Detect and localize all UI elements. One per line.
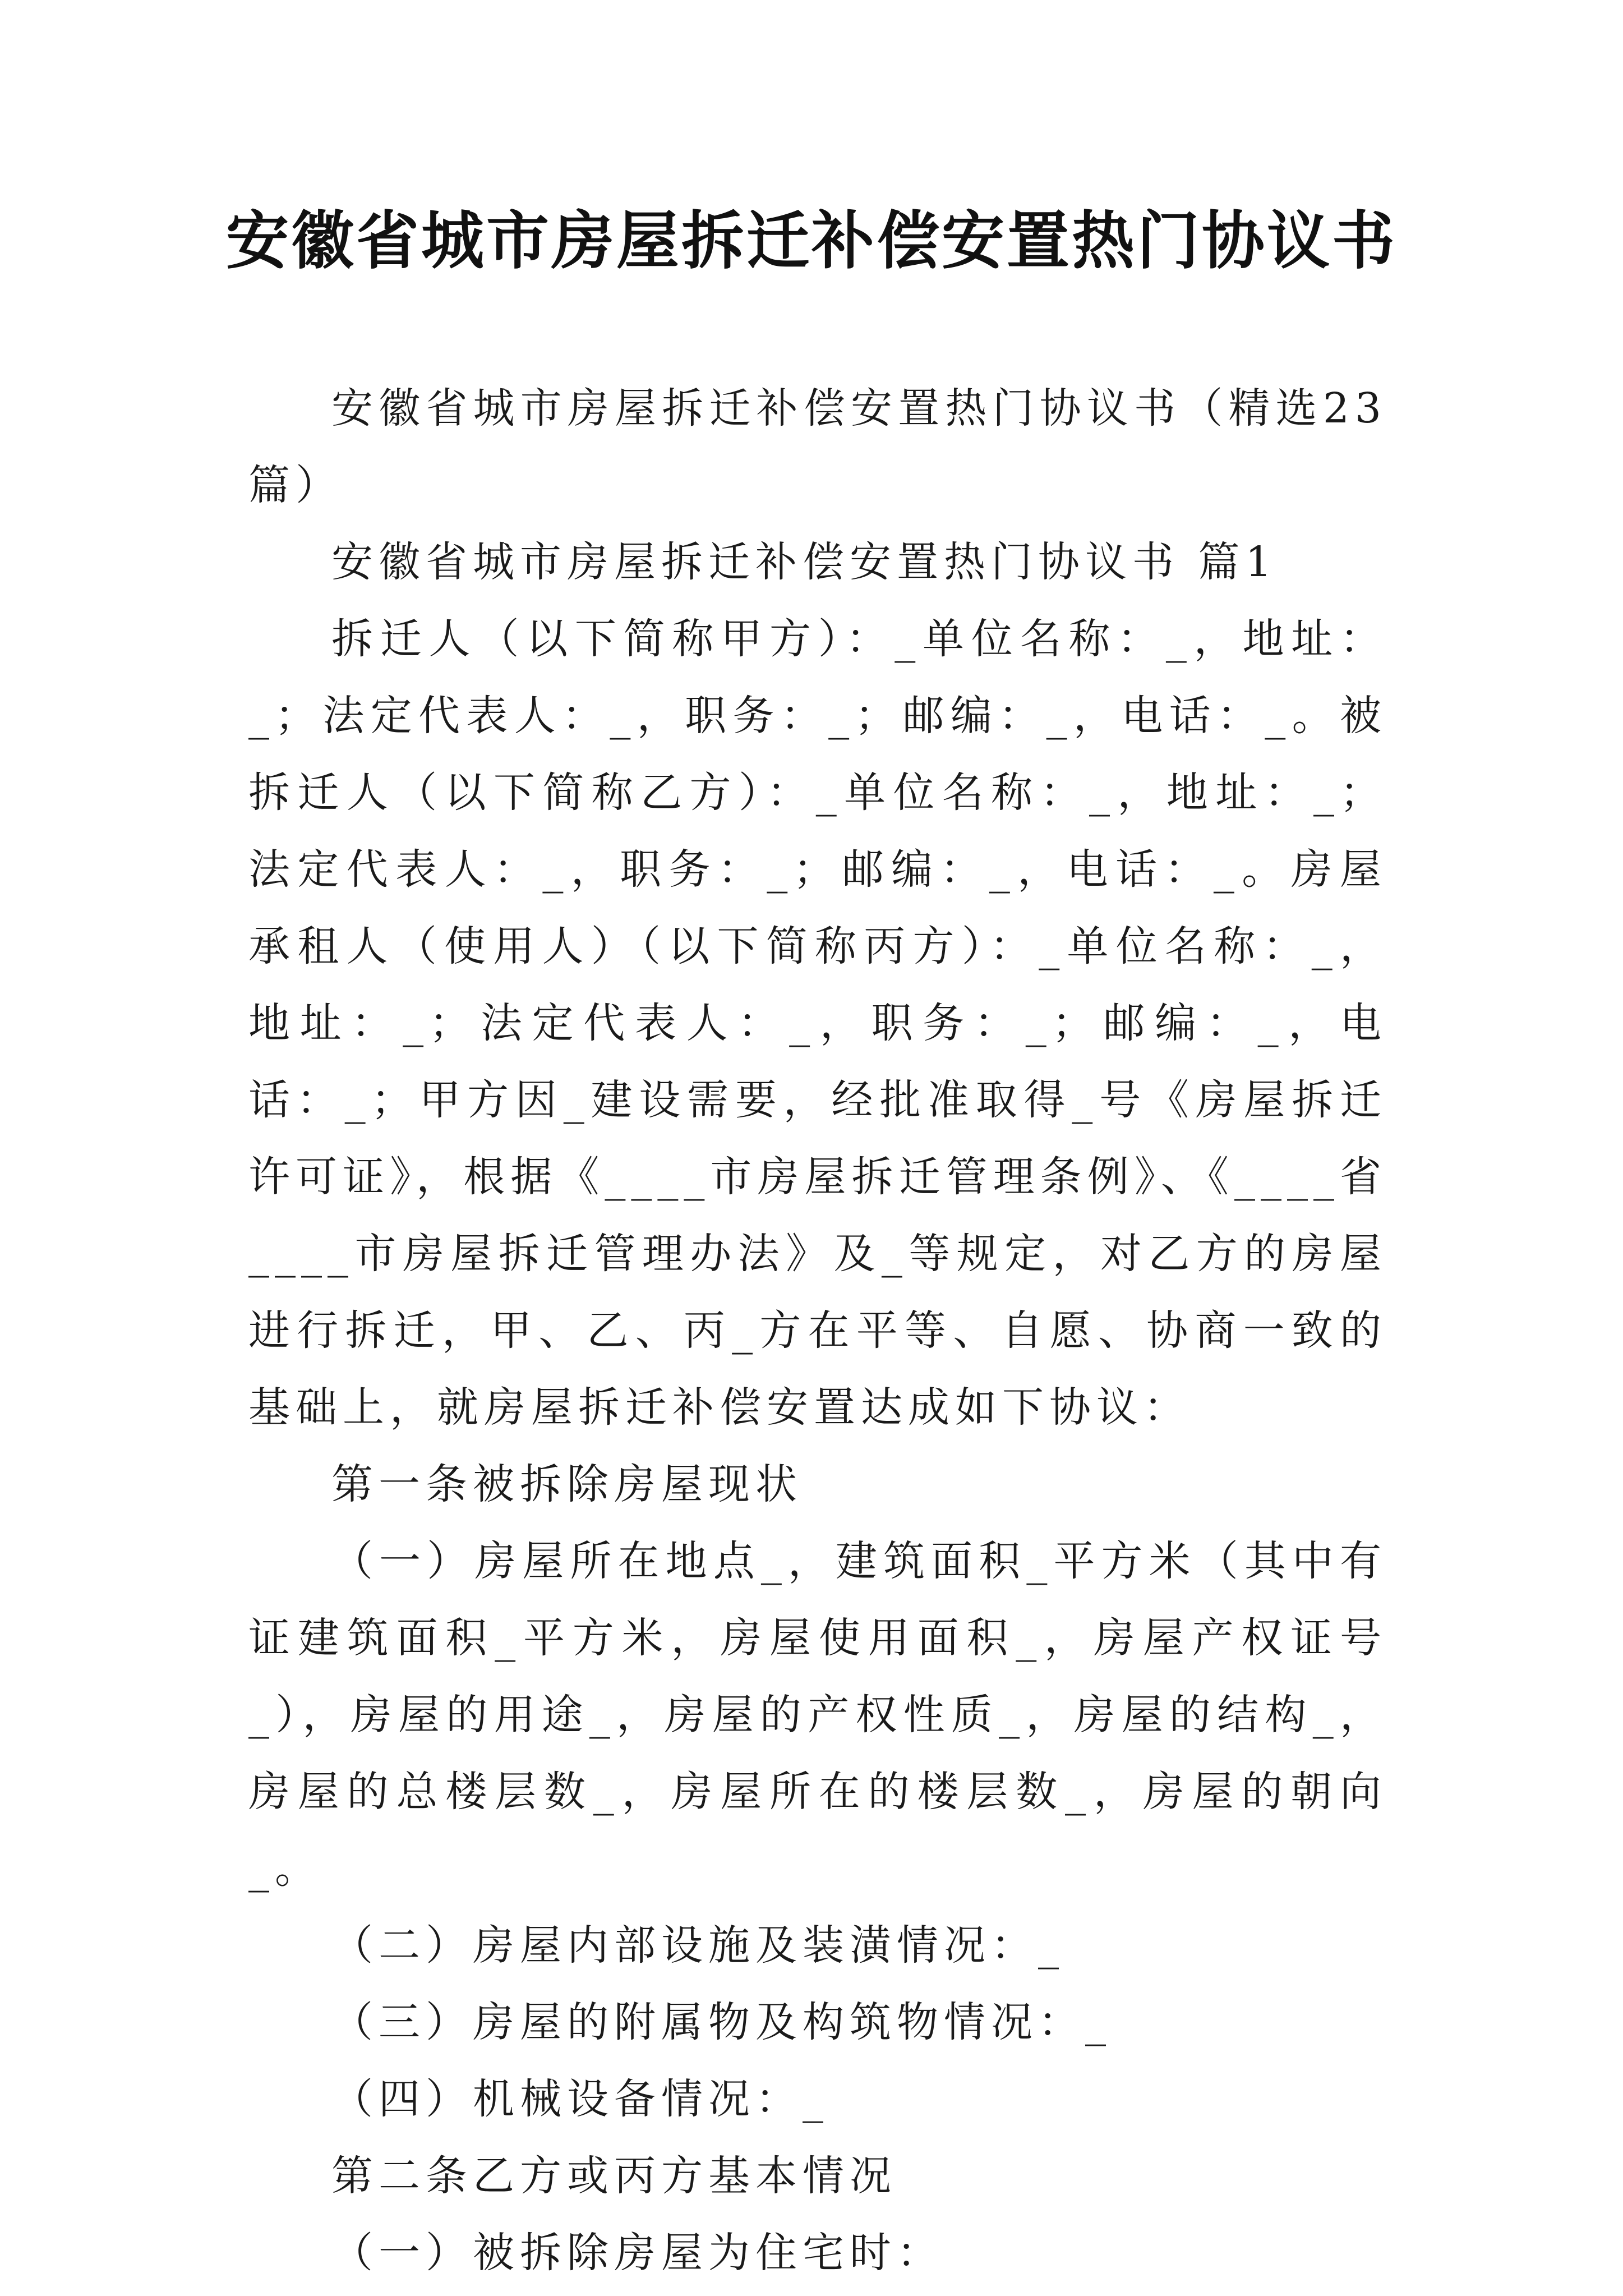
paragraph-clause-one-item-2: （二）房屋内部设施及装潢情况：_ <box>331 1921 1064 1970</box>
document-body <box>248 370 1387 2292</box>
paragraph-clause-two-item-1: （一）被拆除房屋为住宅时： <box>331 2229 944 2277</box>
document-title: 安徽省城市房屋拆迁补偿安置热门协议书 <box>226 204 1397 278</box>
paragraph-clause-two-title: 第二条乙方或丙方基本情况 <box>331 2152 897 2200</box>
paragraph-parties-intro: 拆迁人（以下简称甲方）：_单位名称：_，地址：_；法定代表人：_，职务：_；邮编：_，电话：_。被拆迁人（以下简称乙方）：_单位名称：_，地址：_；法定代表人：_，职务：_；邮编：_，电话：_。房屋承租人（使用人）（以下简称丙方）：_单位名称：_，地址：_；法定代表人：_，职务：_；邮编：_，电话：_；甲方因_建设需要，经批准取得_号《房屋拆迁许可证》，根据《____市房屋拆迁管理条例》、《____省____市房屋拆迁管理办法》及_等规定，对乙方的房屋进行拆迁，甲、乙、丙_方在平等、自愿、协商一致的基础上，就房屋拆迁补偿安置达成如下协议： <box>248 615 1387 1432</box>
paragraph-clause-one-item-4: （四）机械设备情况：_ <box>331 2075 829 2123</box>
paragraph-collection-heading: 安徽省城市房屋拆迁补偿安置热门协议书（精选23篇） <box>248 384 1387 509</box>
paragraph-clause-one-item-3: （三）房屋的附属物及构筑物情况：_ <box>331 1998 1112 2046</box>
paragraph-article-heading: 安徽省城市房屋拆迁补偿安置热门协议书 篇1 <box>331 538 1278 586</box>
paragraph-clause-one-item-1: （一）房屋所在地点_，建筑面积_平方米（其中有证建筑面积_平方米，房屋使用面积_，房屋产权证号_），房屋的用途_，房屋的产权性质_，房屋的结构_，房屋的总楼层数_，房屋所在的楼层数_，房屋的朝向_。 <box>248 1537 1387 1893</box>
paragraph-clause-one-title: 第一条被拆除房屋现状 <box>331 1460 803 1508</box>
